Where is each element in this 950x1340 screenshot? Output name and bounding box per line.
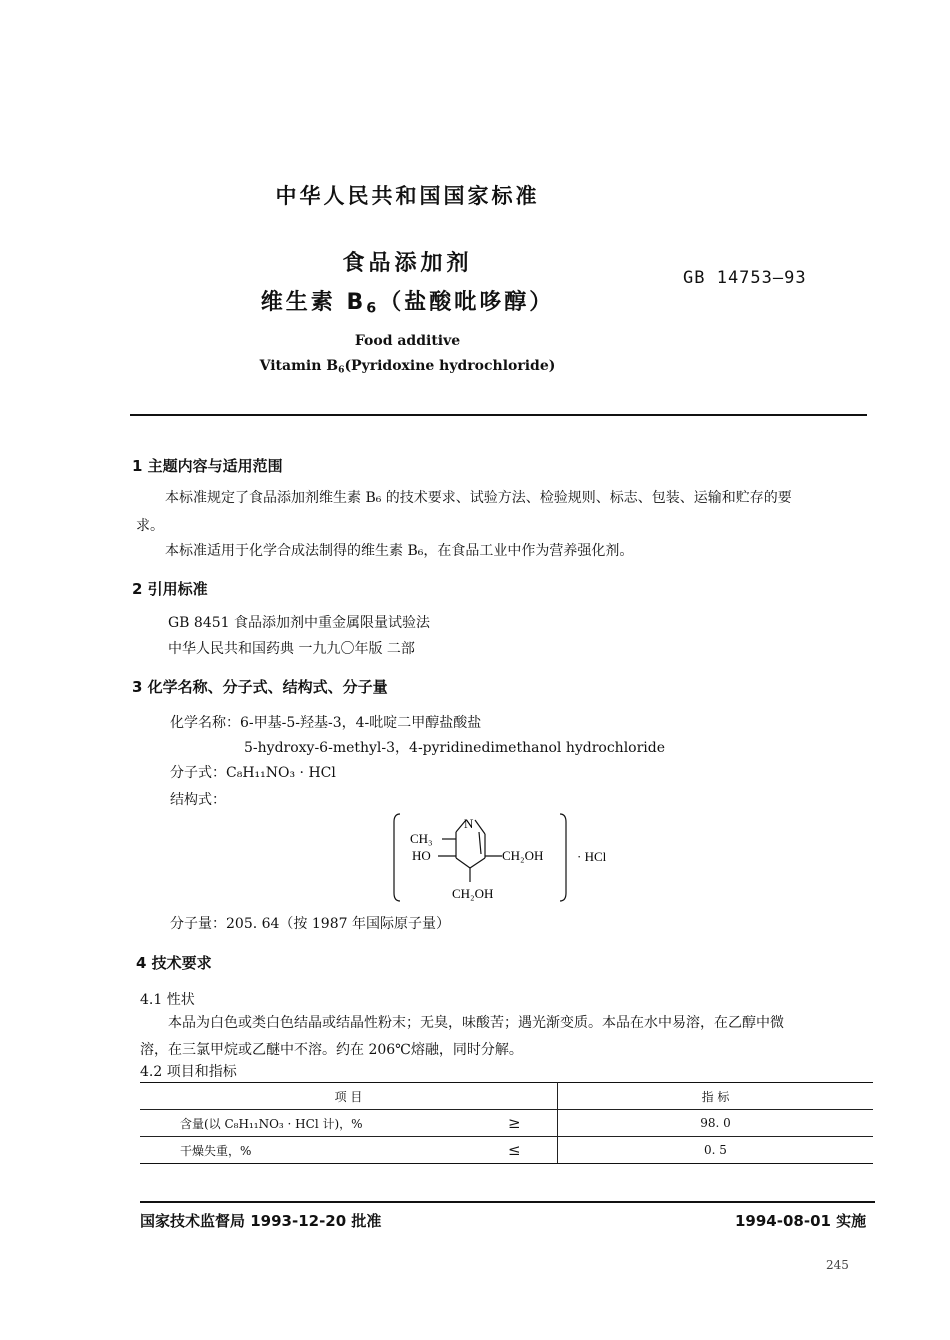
chemical-name-en: 5-hydroxy-6-methyl-3，4-pyridinedimethanol hydrochloride <box>244 740 666 756</box>
title-en-line2-pre: Vitamin B <box>259 358 339 374</box>
ring-double-bond <box>479 832 481 854</box>
structure-ch2oh-bottom: CH₂OH <box>452 886 494 901</box>
left-bracket <box>394 814 400 901</box>
molecular-formula: C₈H₁₁NO₃ · HCl <box>226 765 336 781</box>
table-row <box>140 1110 873 1137</box>
title-en-line1: Food additive <box>354 333 461 349</box>
table-cell-operator: ≥ <box>498 1110 558 1137</box>
title-cn-line2-post: （盐酸吡哆醇） <box>379 290 555 315</box>
structure-hcl: · HCl <box>577 849 607 864</box>
section41-line1: 本品为白色或类白色结晶或结晶性粉末；无臭，味酸苦；遇光渐变质。本品在水中易溶，在乙醇中微 <box>168 1015 784 1031</box>
reference-pharmacopoeia: 中华人民共和国药典 一九九〇年版 二部 <box>168 641 415 657</box>
title-cn-line1: 食品添加剂 <box>342 251 473 276</box>
table-header-index: 指 标 <box>558 1083 874 1110</box>
title-en-line2 <box>0 358 815 375</box>
molecular-weight: 分子量：205. 64（按 1987 年国际原子量） <box>170 916 450 932</box>
structure-label: 结构式： <box>170 792 226 808</box>
header-rule <box>130 414 867 416</box>
structure-n-atom: N <box>464 816 474 831</box>
effective-date: 1994-08-01 实施 <box>735 1212 867 1230</box>
title-en-line2-post: (Pyridoxine hydrochloride) <box>344 358 556 374</box>
approval-line: 国家技术监督局 1993-12-20 批准 <box>140 1212 382 1230</box>
structure-ch3: CH₃ <box>410 831 433 846</box>
table-header-item: 项 目 <box>140 1083 558 1110</box>
ring-bond <box>475 820 485 834</box>
standard-code: GB 14753—93 <box>683 268 807 288</box>
right-bracket <box>560 814 566 901</box>
section1-heading: 1 主题内容与适用范围 <box>132 457 283 475</box>
molecular-formula-line <box>170 762 336 782</box>
title-cn-line2 <box>0 285 815 317</box>
formula-label: 分子式： <box>170 765 226 781</box>
chemical-name-cn: 化学名称：6-甲基-5-羟基-3，4-吡啶二甲醇盐酸盐 <box>170 715 482 731</box>
reference-gb8451: GB 8451 食品添加剂中重金属限量试验法 <box>168 615 431 631</box>
section1-p1-line2: 求。 <box>136 518 164 534</box>
section2-heading: 2 引用标准 <box>132 580 208 598</box>
section4-heading: 4 技术要求 <box>136 954 212 972</box>
section1-p2: 本标准适用于化学合成法制得的维生素 B₆，在食品工业中作为营养强化剂。 <box>165 543 634 559</box>
title-en-line2-sub: 6 <box>338 364 345 376</box>
table-header-row <box>140 1083 873 1110</box>
structural-formula-diagram <box>390 810 630 905</box>
ring-bond <box>470 858 485 868</box>
table-cell-operator: ≤ <box>498 1137 558 1164</box>
table-cell-item: 干燥失重，% <box>140 1137 498 1164</box>
title-cn-line2-pre: 维生素 B <box>260 290 367 315</box>
org-title: 中华人民共和国国家标准 <box>275 184 540 208</box>
section3-heading: 3 化学名称、分子式、结构式、分子量 <box>132 678 388 696</box>
section41-heading: 4.1 性状 <box>140 992 195 1008</box>
section1-p1-line1: 本标准规定了食品添加剂维生素 B₆ 的技术要求、试验方法、检验规则、标志、包装、运输和贮存的要 <box>165 490 792 506</box>
title-cn-line2-sub: 6 <box>366 300 380 317</box>
section41-line2: 溶，在三氯甲烷或乙醚中不溶。约在 206℃熔融，同时分解。 <box>140 1042 523 1058</box>
page-number: 245 <box>826 1258 849 1272</box>
structure-ho: HO <box>412 848 431 863</box>
footer-rule <box>140 1201 875 1203</box>
structure-ch2oh-right: CH₂OH <box>502 848 544 863</box>
table-cell-value: 0. 5 <box>558 1137 874 1164</box>
table-row <box>140 1137 873 1164</box>
table-cell-value: 98. 0 <box>558 1110 874 1137</box>
specifications-table <box>140 1082 873 1164</box>
ring-bond <box>456 858 470 868</box>
table-cell-item: 含量(以 C₈H₁₁NO₃ · HCl 计)，% <box>140 1110 498 1137</box>
section42-heading: 4.2 项目和指标 <box>140 1064 237 1080</box>
